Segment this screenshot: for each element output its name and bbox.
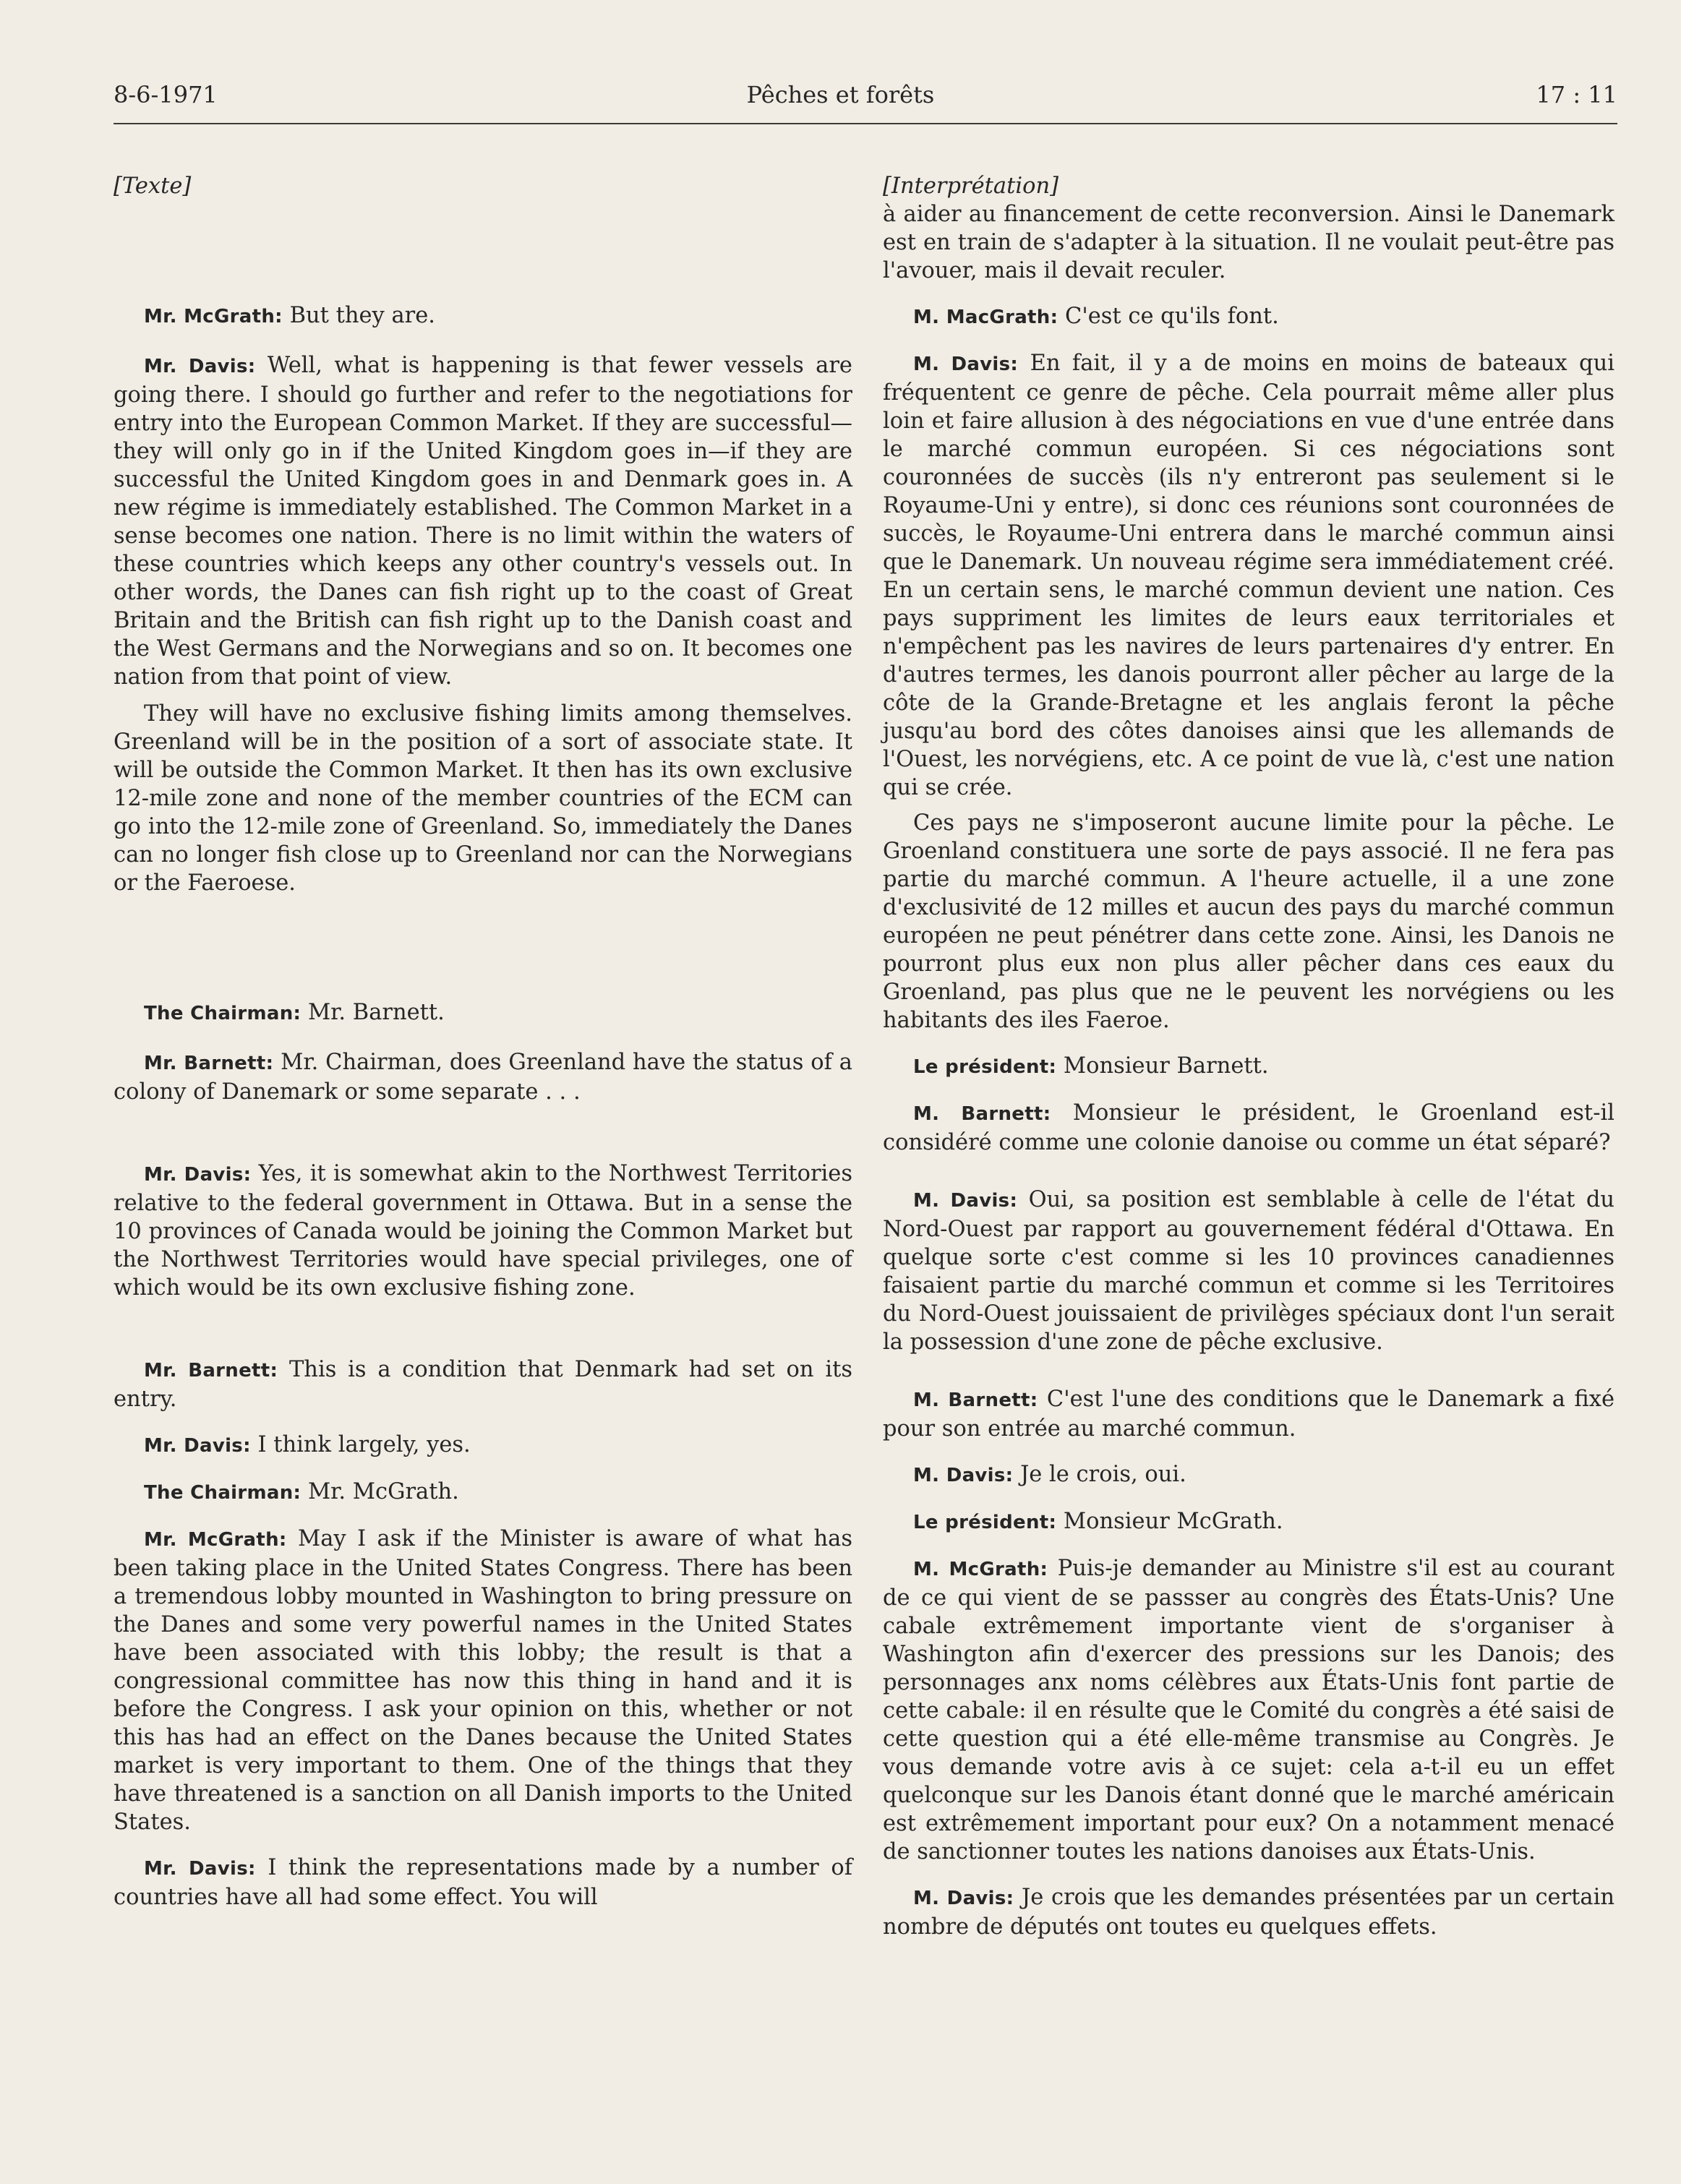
paragraph-text: Je le crois, oui. [1020,1462,1186,1487]
speaker: M. McGrath: [913,1559,1048,1580]
header-rule [114,123,1617,124]
paragraph-text: C'est ce qu'ils font. [1064,304,1279,329]
speaker: M. Davis: [913,1190,1018,1212]
paragraph-text: Ces pays ne s'imposeront aucune limite pour la pêche. Le Groenland constituera une sorte de pays associé. Il ne fera pas partie du marché commun. A l'heure actuelle, il a une zone d'exclusivité de 12 milles et aucun des pays du marché commun européen ne peut pénétrer dans cette zone. Ainsi, les Danois ne pourront plus eux non plus aller pêcher dans ces eaux du Groenland, pas plus que ne le peuvent les norvégiens ou les habitants des iles Faeroe. [883,810,1614,1033]
paragraph-text: Well, what is happening is that fewer vessels are going there. I should go further and refer to the negotiations for entry into the European Common Market. If they are successful—they will only go in if the United Kingdom goes in—if they are successful the United Kingdom goes in and Denmark goes in. A new régime is immediately established. The Common Market in a sense becomes one nation. There is no limit within the waters of these countries which keeps any other country's vessels out. In other words, the Danes can fish right up to the coast of Great Britain and the British can fish right up to the Danish coast and the West Germans and the Norwegians and so on. It becomes one nation from that point of view. [114,353,852,690]
speaker: Mr. Davis: [144,1435,251,1457]
paragraph [883,1385,1614,1443]
speaker: Mr. Davis: [144,1858,256,1880]
paragraph [883,349,1614,802]
speaker: M. Barnett: [913,1389,1038,1411]
paragraph-text: Mr. Barnett. [307,1000,445,1025]
paragraph [114,301,852,331]
paragraph-text: à aider au financement de cette reconversion. Ainsi le Danemark est en train de s'adapter à la situation. Il ne voulait peut-être pas l'avouer, mais il devait reculer. [883,202,1614,283]
paragraph [114,998,852,1028]
paragraph-text: I think largely, yes. [257,1432,471,1457]
paragraph-text: But they are. [289,303,435,328]
speaker: Mr. Barnett: [144,1360,278,1382]
right-column-french [883,172,1614,1941]
language-tag-english: [Texte] [114,174,192,199]
paragraph [883,200,1614,285]
paragraph-text: Mr. Chairman, does Greenland have the status of a colony of Danemark or some separate . . . [114,1050,852,1105]
paragraph [883,1052,1614,1082]
speaker: M. MacGrath: [913,307,1058,328]
paragraph-text: Puis-je demander au Ministre s'il est au courant de ce qui vient de se passser au congrès des États-Unis? Une cabale extrêmement importante vient de s'organiser à Washington afin d'exercer des pressions sur les Danois; des personnages anx noms célèbres aux États-Unis font partie de cette cabale: il en résulte que le Comité du congrès a été saisi de cette question qui a été elle-même transmise au Congrès. Je vous demande votre avis à ce sujet: cela a-t-il eu un effet quelconque sur les Danois étant donné que le marché américain est extrêmement important pour eux? On a notamment menacé de sanctionner toutes les nations danoises aux États-Unis. [883,1556,1614,1864]
paragraph [114,1431,852,1460]
speaker: The Chairman: [144,1003,301,1024]
paragraph-text: Monsieur Barnett. [1063,1053,1269,1079]
paragraph-text: May I ask if the Minister is aware of what has been taking place in the United States Congress. There has been a tremendous lobby mounted in Washington to bring pressure on the Danes and some very powerful names in the United States have been associated with this lobby; the result is that a congressional committee has now this thing in hand and it is before the Congress. I ask your opinion on this, whether or not this has had an effect on the Danes because the United States market is very important to them. One of the things that they have threatened is a sanction on all Danish imports to the United States. [114,1526,852,1835]
speaker: Mr. McGrath: [144,1529,287,1551]
paragraph-text: They will have no exclusive fishing limits among themselves. Greenland will be in the position of a sort of associate state. It will be outside the Common Market. It then has its own exclusive 12-mile zone and none of the member countries of the ECM can go into the 12-mile zone of Greenland. So, immediately the Danes can no longer fish close up to Greenland nor can the Norwegians or the Faeroese. [114,701,852,896]
paragraph-text: Yes, it is somewhat akin to the Northwest Territories relative to the federal government in Ottawa. But in a sense the 10 provinces of Canada would be joining the Common Market but the Northwest Territories would have special privileges, one of which would be its own exclusive fishing zone. [114,1161,852,1301]
paragraph [114,1160,852,1302]
paragraph-text: C'est l'une des conditions que le Danemark a fixé pour son entrée au marché commun. [883,1387,1614,1442]
paragraph [883,1883,1614,1941]
paragraph [114,1356,852,1413]
paragraph [114,1048,852,1106]
paragraph [114,1854,852,1911]
speaker: Mr. Barnett: [144,1053,274,1074]
header-date: 8-6-1971 [114,81,218,108]
paragraph [114,700,852,897]
paragraph-text: En fait, il y a de moins en moins de bateaux qui fréquentent ce genre de pêche. Cela pourrait même aller plus loin et faire allusion à des négociations en vue d'une entrée dans le marché commun européen. Si ces négociations sont couronnées de succès (ils n'y entreront pas seulement si le Royaume-Uni y entre), si donc ces réunions sont couronnées de succès, le Royaume-Uni entrera dans le marché commun ainsi que le Danemark. Un nouveau régime sera immédiatement créé. En un certain sens, le marché commun devient une nation. Ces pays suppriment les limites de leurs eaux territoriales et n'empêchent pas les navires de leurs partenaires d'y entrer. En d'autres termes, les danois pourront aller pêcher au large de la côte de la Grande-Bretagne et les anglais feront la pêche jusqu'au bord des côtes danoises ainsi que les allemands de l'Ouest, les norvégiens, etc. A ce point de vue là, c'est une nation qui se crée. [883,351,1614,800]
speaker: Le président: [913,1056,1057,1078]
header-title: Pêches et forêts [746,81,935,108]
paragraph [883,1554,1614,1866]
speaker: M. Davis: [913,354,1019,375]
header-page-number: 17 : 11 [1536,81,1617,108]
paragraph-text: I think the representations made by a number of countries have all had some effect. You will [114,1855,852,1910]
paragraph [883,302,1614,332]
paragraph-text: Oui, sa position est semblable à celle de l'état du Nord-Ouest par rapport au gouvernement fédéral d'Ottawa. En quelque sorte c'est comme si les 10 provinces canadiennes faisaient partie du marché commun et comme si les Territoires du Nord-Ouest jouissaient de privilèges spéciaux dont l'un serait la possession d'une zone de pêche exclusive. [883,1187,1614,1355]
speaker: M. Barnett: [913,1103,1051,1125]
paragraph-text: This is a condition that Denmark had set on its entry. [114,1357,852,1412]
paragraph [883,1099,1614,1157]
paragraph-text: Je crois que les demandes présentées par un certain nombre de députés ont toutes eu quelques effets. [883,1885,1614,1940]
paragraph [114,1525,852,1836]
speaker: Mr. Davis: [144,356,256,377]
paragraph-text: Monsieur McGrath. [1063,1509,1283,1534]
paragraph [114,1478,852,1507]
paragraph-text: Mr. McGrath. [307,1479,459,1504]
language-tag-french: [Interprétation] [883,174,1058,199]
speaker: Mr. Davis: [144,1164,252,1186]
paragraph [114,351,852,691]
paragraph [883,1460,1614,1490]
speaker: M. Davis: [913,1465,1014,1486]
left-column-english [114,172,852,1911]
paragraph [883,1186,1614,1356]
paragraph-text: Monsieur le président, le Groenland est-il considéré comme une colonie danoise ou comme un état séparé? [883,1100,1615,1155]
speaker: Le président: [913,1512,1057,1533]
paragraph [883,809,1614,1035]
speaker: The Chairman: [144,1482,301,1504]
speaker: Mr. McGrath: [144,306,283,327]
paragraph [883,1507,1614,1537]
speaker: M. Davis: [913,1888,1014,1909]
